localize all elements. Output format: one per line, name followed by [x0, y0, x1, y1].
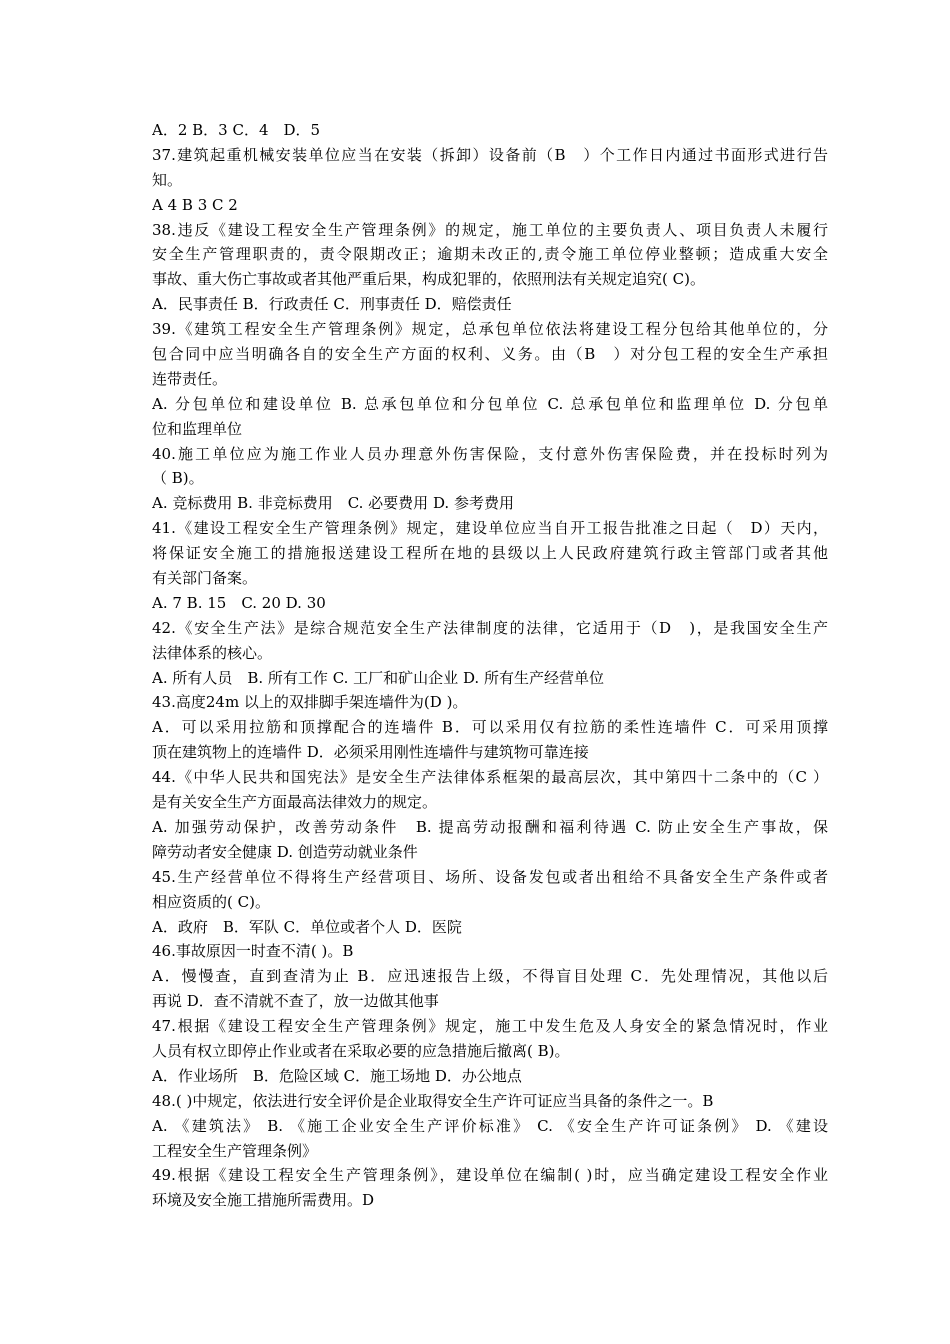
text-line: 法律体系的核心。 [152, 643, 273, 662]
document-body [152, 118, 828, 1213]
text-line: 是有关安全生产方面最高法律效力的规定。 [152, 793, 438, 812]
text-line: 46.事故原因一时查不清( )。B [152, 942, 354, 961]
text-line: 44.《中华人民共和国宪法》是安全生产法律体系框架的最高层次，其中第四十二条中的（C ） [152, 768, 828, 787]
text-line: 工程安全生产管理条例》 [152, 1141, 318, 1160]
text-line: 38.违反《建设工程安全生产管理条例》的规定，施工单位的主要负责人、项目负责人未履行 [152, 220, 828, 239]
text-line: 知。 [152, 170, 183, 189]
text-line: A．民事责任 B．行政责任 C．刑事责任 D．赔偿责任 [152, 295, 512, 314]
text-line: 49.根据《建设工程安全生产管理条例》，建设单位在编制( )时，应当确定建设工程安全作业 [152, 1166, 828, 1185]
text-line: 再说 D．查不清就不查了，放一边做其他事 [152, 992, 439, 1011]
text-line: 事故、重大伤亡事故或者其他严重后果，构成犯罪的，依照刑法有关规定追究( C)。 [152, 270, 705, 289]
text-line: 环境及安全施工措施所需费用。D [152, 1191, 375, 1210]
text-line: 将保证安全施工的措施报送建设工程所在地的县级以上人民政府建筑行政主管部门或者其他 [152, 544, 828, 563]
text-line: 相应资质的( C)。 [152, 892, 270, 911]
text-line: A 4 B 3 C 2 [152, 195, 238, 214]
text-line: 40.施工单位应为施工作业人员办理意外伤害保险，支付意外伤害保险费，并在投标时列为 [152, 444, 828, 463]
text-line: 包合同中应当明确各自的安全生产方面的权利、义务。由（B ）对分包工程的安全生产承担 [152, 345, 828, 364]
text-line: 连带责任。 [152, 369, 228, 388]
text-line: 顶在建筑物上的连墙件 D．必须采用刚性连墙件与建筑物可靠连接 [152, 743, 589, 762]
text-line: 47.根据《建设工程安全生产管理条例》规定，施工中发生危及人身安全的紧急情况时，作业 [152, 1017, 828, 1036]
text-line: 安全生产管理职责的，责令限期改正；逾期未改正的,责令施工单位停业整顿；造成重大安全 [152, 245, 828, 264]
text-line: 39.《建筑工程安全生产管理条例》规定，总承包单位依法将建设工程分包给其他单位的，分 [152, 320, 828, 339]
text-line: 42.《安全生产法》是综合规范安全生产法律制度的法律，它适用于（D )，是我国安全生产 [152, 618, 828, 637]
text-line: A．可以采用拉筋和顶撑配合的连墙件 B．可以采用仅有拉筋的柔性连墙件 C．可采用顶撑 [152, 718, 828, 737]
text-line: A. 《建筑法》 B. 《施工企业安全生产评价标准》 C. 《安全生产许可证条例》 D. 《建设 [152, 1116, 828, 1135]
text-line: A. 加强劳动保护，改善劳动条件 B. 提高劳动报酬和福利待遇 C. 防止安全生产事故，保 [152, 817, 828, 836]
text-line: A. 竞标费用 B. 非竞标费用 C. 必要费用 D. 参考费用 [152, 494, 514, 513]
text-line: 有关部门备案。 [152, 569, 258, 588]
text-line: （ B)。 [152, 469, 204, 488]
text-line: 41.《建设工程安全生产管理条例》规定，建设单位应当自开工报告批准之日起（ D）天内， [152, 519, 828, 538]
text-line: A. 所有人员 B. 所有工作 C. 工厂和矿山企业 D. 所有生产经营单位 [152, 668, 604, 687]
text-line: 人员有权立即停止作业或者在采取必要的应急措施后撤离( B)。 [152, 1041, 570, 1060]
text-line: A．慢慢查，直到查清为止 B．应迅速报告上级，不得盲目处理 C．先处理情况，其他以后 [152, 967, 828, 986]
text-line: A. 7 B. 15 C. 20 D. 30 [152, 593, 326, 612]
text-line: 48.( )中规定，依法进行安全评价是企业取得安全生产许可证应当具备的条件之一。B [152, 1091, 714, 1110]
text-line: A. 分包单位和建设单位 B. 总承包单位和分包单位 C. 总承包单位和监理单位 D. 分包单 [152, 394, 828, 413]
text-line: 37.建筑起重机械安装单位应当在安装（拆卸）设备前（B ）个工作日内通过书面形式进行告 [152, 145, 828, 164]
text-line: A．2 B．3 C．4 D．5 [152, 121, 321, 139]
text-line: A．政府 B．军队 C．单位或者个人 D．医院 [152, 917, 462, 936]
text-line: 位和监理单位 [152, 419, 243, 438]
text-line: 45.生产经营单位不得将生产经营项目、场所、设备发包或者出租给不具备安全生产条件或者 [152, 867, 828, 886]
text-line: 43.高度24m 以上的双排脚手架连墙件为(D )。 [152, 693, 468, 712]
text-line: 障劳动者安全健康 D. 创造劳动就业条件 [152, 842, 418, 861]
text-line: A．作业场所 B．危险区域 C．施工场地 D．办公地点 [152, 1066, 522, 1085]
